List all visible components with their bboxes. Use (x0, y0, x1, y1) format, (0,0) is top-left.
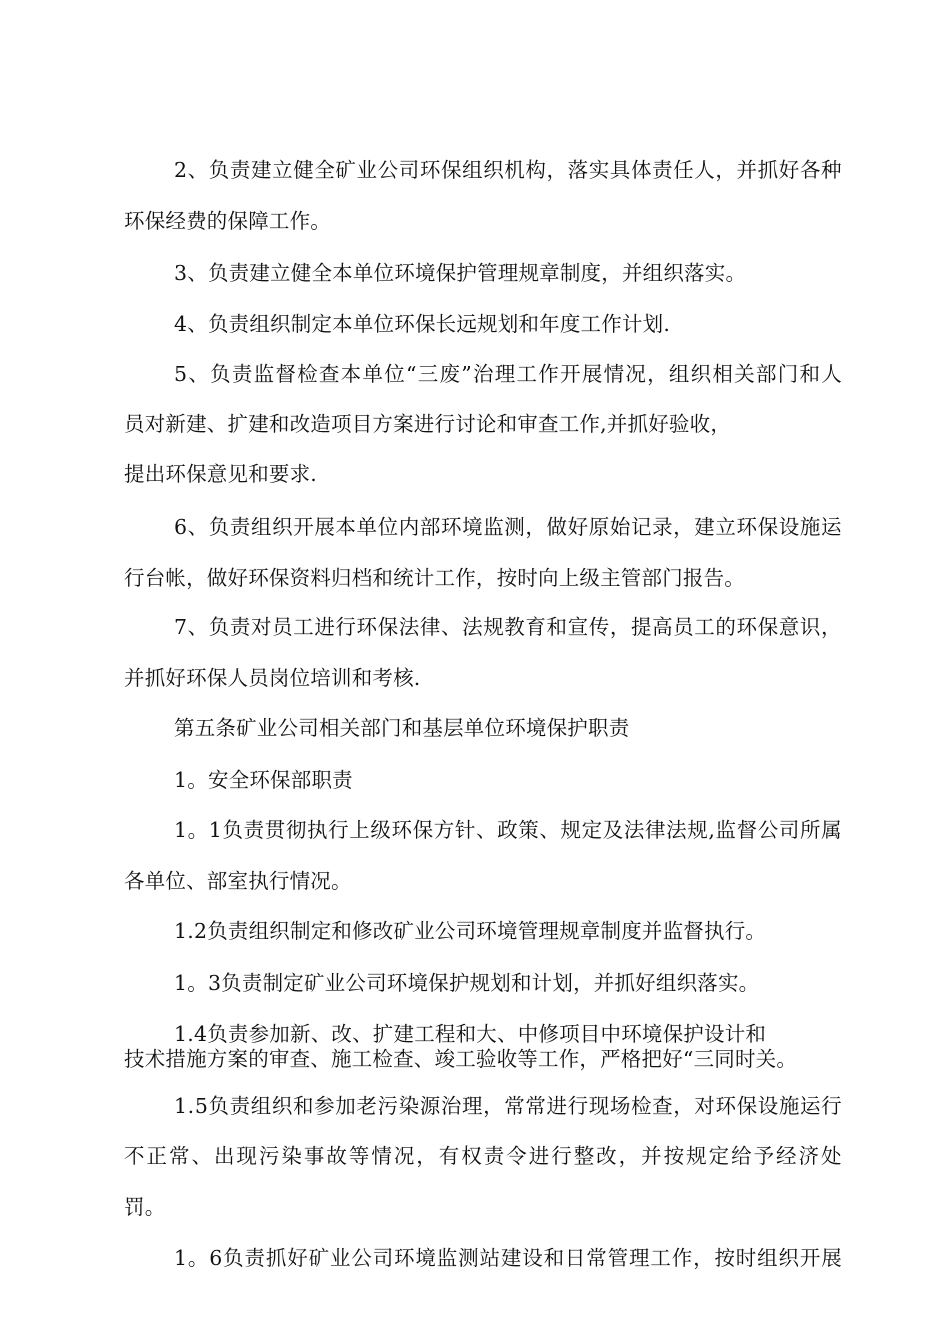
paragraph-line: 并抓好环保人员岗位培训和考核. (124, 666, 421, 690)
paragraph-line: 1.4负责参加新、改、扩建工程和大、中修项目中环境保护设计和 (174, 1022, 767, 1046)
paragraph-line: 7 、 负 责 对 员 工 进 行 环 保 法 律 、 法 规 教 育 和 宣 传 ， 提 高 员 工 的 环 保 意 识 ， (174, 615, 842, 639)
section-heading: 第五条矿业公司相关部门和基层单位环境保护职责 (174, 716, 630, 740)
paragraph-line: 1.2负责组织制定和修改矿业公司环境管理规章制度并监督执行。 (174, 919, 767, 943)
subsection-heading: 1。安全环保部职责 (174, 768, 353, 792)
paragraph-line: 技术措施方案的审查、施工检查、竣工验收等工作，严格把好“三同时关。 (124, 1047, 798, 1071)
paragraph-line: 员对新建、扩建和改造项目方案进行讨论和审查工作,并抓好验收， (124, 412, 732, 436)
paragraph-line: 各单位、部室执行情况。 (124, 869, 352, 893)
paragraph-line: 罚。 (124, 1195, 166, 1219)
paragraph-line: 不 正 常 、 出 现 污 染 事 故 等 情 况 ， 有 权 责 令 进 行 整 改 ， 并 按 规 定 给 予 经 济 处 (124, 1144, 842, 1168)
paragraph-line: 行台帐，做好环保资料归档和统计工作，按时向上级主管部门报告。 (124, 566, 745, 590)
paragraph-line: 1 。 1 负 责 贯 彻 执 行 上 级 环 保 方 针 、 政 策 、 规 定 及 法 律 法 规 , 监 督 公 司 所 属 (174, 818, 842, 842)
paragraph-line: 2 、 负 责 建 立 健 全 矿 业 公 司 环 保 组 织 机 构 ， 落 实 具 体 责 任 人 ， 并 抓 好 各 种 (174, 158, 842, 182)
paragraph-line: 3、负责建立健全本单位环境保护管理规章制度，并组织落实。 (174, 261, 747, 285)
paragraph-line: 4、负责组织制定本单位环保长远规划和年度工作计划. (174, 312, 671, 336)
paragraph-line: 1 。 6 负 责 抓 好 矿 业 公 司 环 境 监 测 站 建 设 和 日 常 管 理 工 作 ， 按 时 组 织 开 展 (174, 1246, 842, 1270)
paragraph-line: 5 、 负 责 监 督 检 查 本 单 位 “ 三 废 ” 治 理 工 作 开 展 情 况 ， 组 织 相 关 部 门 和 人 (174, 362, 842, 386)
paragraph-line: 1。3负责制定矿业公司环境保护规划和计划，并抓好组织落实。 (174, 971, 760, 995)
paragraph-line: 环保经费的保障工作。 (124, 209, 331, 233)
paragraph-line: 6 、 负 责 组 织 开 展 本 单 位 内 部 环 境 监 测 ， 做 好 原 始 记 录 ， 建 立 环 保 设 施 运 (174, 515, 842, 539)
paragraph-line: 1 . 5 负 责 组 织 和 参 加 老 污 染 源 治 理 ， 常 常 进 行 现 场 检 查 ， 对 环 保 设 施 运 行 (174, 1094, 842, 1118)
paragraph-line: 提出环保意见和要求. (124, 462, 318, 486)
